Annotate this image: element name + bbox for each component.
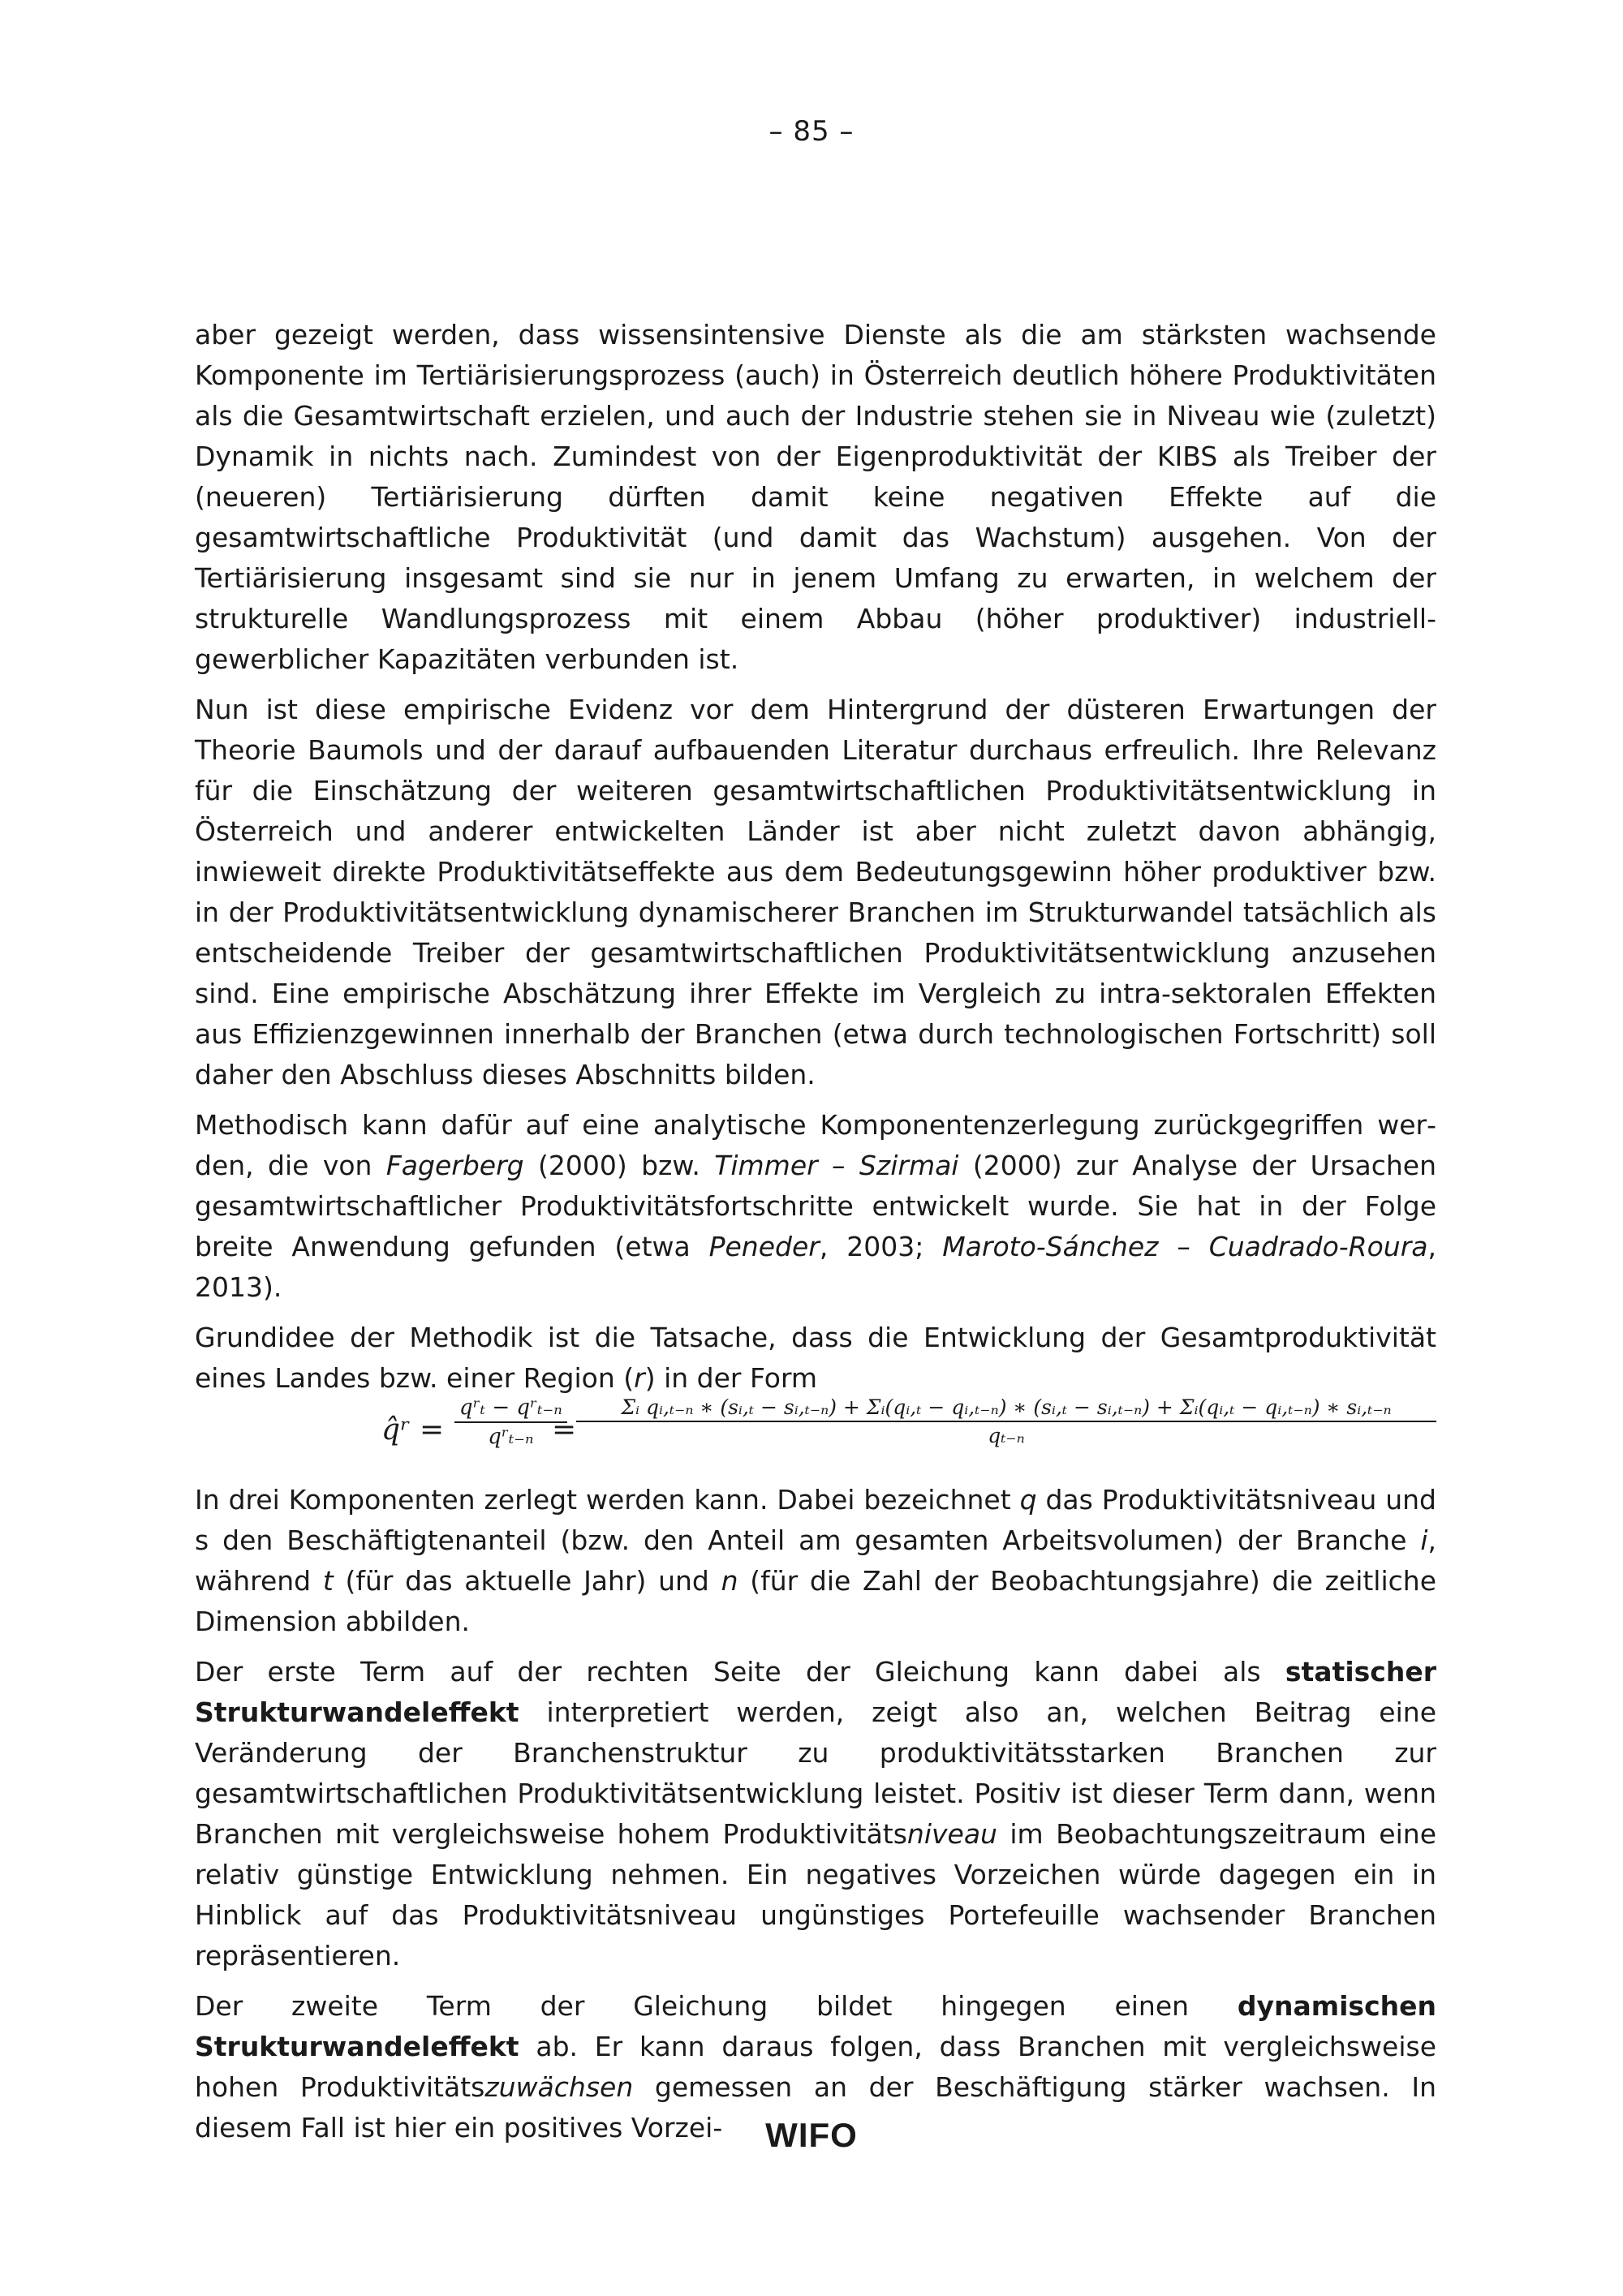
text-run: ) in der Form bbox=[644, 1362, 818, 1394]
body-text bbox=[195, 315, 1436, 2158]
paragraph-4 bbox=[195, 1318, 1436, 1399]
citation-author: Peneder bbox=[708, 1231, 820, 1262]
term-static-structural-effect: statischer Strukturwandeleffekt bbox=[195, 1656, 1436, 1728]
paragraph-2: Nun ist diese empirische Evidenz vor dem Hintergrund der düsteren Erwartungen der Theorie Baumols und der darauf aufbauenden Literatur durchaus erfreulich. Ihre Relevanz für die Einschätzung der weiteren gesamtwirtschaftlichen Produktivitätsentwicklung in Österreich und anderer entwickelten Länder ist aber nicht zuletzt davon abhängig, inwieweit direkte Produktivitätseffekte aus dem Bedeutungsgewinn höher produktiver bzw. in der Produktivitätsentwicklung dynamischerer Branchen im Strukturwandel tatsächlich als entscheidende Treiber der gesamtwirtschaftlichen Produktivitätsentwicklung anzusehen sind. Eine empirische Abschätzung ihrer Effekte im Vergleich zu intra-sektoralen Effekten aus Effizienzgewinnen innerhalb der Branchen (etwa durch technologischen Fortschritt) soll daher den Abschluss dieses Abschnitts bilden. bbox=[195, 694, 1436, 1090]
text-run: (2000) bzw. bbox=[523, 1150, 715, 1181]
term-dynamic-structural-effect: dynamischen Strukturwandeleffekt bbox=[195, 1990, 1436, 2062]
formula-equals: = bbox=[552, 1413, 577, 1447]
variable: t bbox=[322, 1565, 334, 1597]
variable: q bbox=[1019, 1484, 1037, 1516]
formula-lhs: q̂ʳ = bbox=[381, 1413, 445, 1447]
text-run: In drei Komponenten zerlegt werden kann. Dabei bezeichnet bbox=[195, 1484, 1020, 1516]
text-run: Der erste Term auf der rechten Seite der Gleichung kann dabei als bbox=[195, 1656, 1285, 1688]
text-run: Grundidee der Methodik ist die Tatsache, dass die Entwicklung der Gesamtproduktivität eines Landes bzw. einer Region ( bbox=[195, 1322, 1436, 1394]
text-run: , während bbox=[195, 1524, 1436, 1597]
text-run: ab. Er kann daraus folgen, dass Branchen mit vergleichsweise hohen Produktivitäts bbox=[195, 2031, 1436, 2103]
text-run: Der zweite Term der Gleichung bildet hingegen einen bbox=[195, 1990, 1238, 2022]
text-run: , 2003; bbox=[819, 1231, 943, 1262]
text-run: im Beobachtungszeitraum eine relativ günstige Entwicklung nehmen. Ein negatives Vorzeichen würde dagegen ein in Hinblick auf das Produktivitätsniveau ungünstiges Portefeuille wachsender Branchen repräsentieren. bbox=[195, 1818, 1436, 1971]
citation-author: Fagerberg bbox=[385, 1150, 524, 1181]
page-number: – 85 – bbox=[768, 115, 855, 148]
text-run: , 2013). bbox=[195, 1231, 1436, 1303]
paragraph-6 bbox=[195, 1652, 1436, 1976]
formula-numerator: qʳₜ − qʳₜ₋ₙ bbox=[454, 1395, 567, 1423]
formula-fraction-1 bbox=[454, 1395, 567, 1449]
formula-fraction-2 bbox=[576, 1395, 1436, 1447]
variable: n bbox=[721, 1565, 738, 1597]
variable: r bbox=[634, 1362, 645, 1394]
paragraph-3 bbox=[195, 1105, 1436, 1308]
text-run: (für die Zahl der Beobachtungsjahre) die zeitliche Dimension abbilden. bbox=[195, 1565, 1436, 1637]
citation-author: Timmer – Szirmai bbox=[714, 1150, 959, 1181]
formula-denominator: qₜ₋ₙ bbox=[988, 1424, 1025, 1447]
formula-denominator: qʳₜ₋ₙ bbox=[488, 1425, 534, 1449]
emphasis: niveau bbox=[906, 1818, 997, 1850]
variable: i bbox=[1420, 1524, 1428, 1556]
text-run: (für das aktuelle Jahr) und bbox=[333, 1565, 721, 1597]
citation-author: Maroto-Sánchez – Cuadrado-Roura bbox=[942, 1231, 1428, 1262]
wifo-logo: WIFO bbox=[765, 2116, 858, 2154]
paragraph-5 bbox=[195, 1480, 1436, 1642]
text-run: (2000) zur Analyse der Ursachen gesamtwirtschaftlicher Produktivitätsfortschritte entwickelt wurde. Sie hat in der Folge breite Anwendung gefunden (etwa bbox=[195, 1150, 1437, 1262]
text-run: das Produktivitätsniveau und s den Beschäftigtenanteil (bzw. den Anteil am gesamten Arbeitsvolumen) der Branche bbox=[195, 1484, 1436, 1556]
text-run: interpretiert werden, zeigt also an, welchen Beitrag eine Veränderung der Branchenstruktur zu produktivitätsstarken Branchen zur gesamtwirtschaftlichen Produktivitätsentwicklung leistet. Positiv ist dieser Term dann, wenn Branchen mit vergleichsweise hohem Produktivitäts bbox=[195, 1696, 1436, 1850]
formula-numerator: Σᵢ qᵢ,ₜ₋ₙ ∗ (sᵢ,ₜ − sᵢ,ₜ₋ₙ) + Σᵢ(qᵢ,ₜ − qᵢ,ₜ₋ₙ) ∗ (sᵢ,ₜ − sᵢ,ₜ₋ₙ) + Σᵢ(qᵢ,ₜ − qᵢ,ₜ₋ₙ) ∗ sᵢ,ₜ₋ₙ bbox=[576, 1395, 1436, 1422]
emphasis: zuwächsen bbox=[484, 2071, 634, 2103]
text-run: gemessen an der Beschäftigung stärker wachsen. In diesem Fall ist hier ein positives Vorzei- bbox=[195, 2071, 1436, 2143]
productivity-decomposition-formula bbox=[195, 1395, 1436, 1477]
text-run: Methodisch kann dafür auf eine analytische Komponentenzerlegung zurückgegriffen werden, die von bbox=[195, 1109, 1436, 1181]
paragraph-1: aber gezeigt werden, dass wissensintensive Dienste als die am stärksten wachsende Komponente im Tertiärisierungsprozess (auch) in Österreich deutlich höhere Produktivitäten als die Gesamtwirtschaft erzielen, und auch der Industrie stehen sie in Niveau wie (zuletzt) Dynamik in nichts nach. Zumindest von der Eigenproduktivität der KIBS als Treiber der (neueren) Tertiärisierung dürften damit keine negativen Effekte auf die gesamtwirtschaftliche Produktivität (und damit das Wachstum) ausgehen. Von der Tertiärisierung insgesamt sind sie nur in jenem Umfang zu erwarten, in welchem der strukturelle Wandlungsprozess mit einem Abbau (höher produktiver) industriell-gewerblicher Kapazitäten verbunden ist. bbox=[195, 319, 1436, 675]
